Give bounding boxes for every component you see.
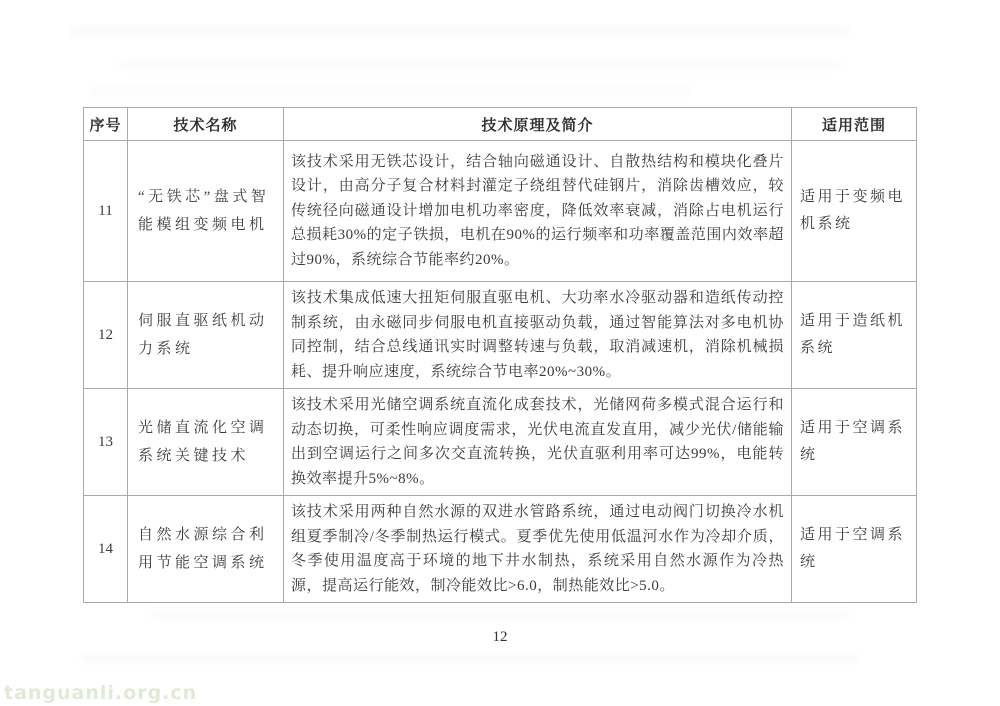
table-row — [84, 282, 917, 389]
row-serial-number: 14 — [84, 496, 128, 603]
row-applicable-scope: 适用于变频电机系统 — [792, 141, 917, 282]
table-row — [84, 141, 917, 282]
technology-table — [83, 107, 917, 603]
table-header-row — [84, 108, 917, 141]
row-serial-number: 13 — [84, 389, 128, 496]
row-applicable-scope: 适用于空调系统 — [792, 496, 917, 603]
header-serial-number: 序号 — [84, 108, 128, 141]
table-row — [84, 389, 917, 496]
row-serial-number: 12 — [84, 282, 128, 389]
row-principle-intro: 该技术集成低速大扭矩伺服直驱电机、大功率水冷驱动器和造纸传动控制系统，由永磁同步伺服电机直接驱动负载，通过智能算法对多电机协同控制，结合总线通讯实时调整转速与负载，取消减速机，消除机械损耗、提升响应速度，系统综合节电率20%~30%。 — [284, 282, 792, 389]
scan-artifact — [150, 612, 850, 618]
row-principle-intro: 该技术采用无铁芯设计，结合轴向磁通设计、自散热结构和模块化叠片设计，由高分子复合材料封灌定子绕组替代硅钢片，消除齿槽效应，较传统径向磁通设计增加电机功率密度，降低效率衰减，消除占电机运行总损耗30%的定子铁损，电机在90%的运行频率和功率覆盖范围内效率超过90%，系统综合节能率约20%。 — [284, 141, 792, 282]
row-serial-number: 11 — [84, 141, 128, 282]
header-applicable-scope: 适用范围 — [792, 108, 917, 141]
row-principle-intro: 该技术采用两种自然水源的双进水管路系统，通过电动阀门切换冷水机组夏季制冷/冬季制热运行模式。夏季优先使用低温河水作为冷却介质，冬季使用温度高于环境的地下井水制热，系统采用自然水源作为冷热源，提高运行能效，制冷能效比>6.0，制热能效比>5.0。 — [284, 496, 792, 603]
scan-artifact — [70, 28, 850, 35]
scan-artifact — [80, 655, 860, 662]
row-applicable-scope: 适用于空调系统 — [792, 389, 917, 496]
page-number: 12 — [492, 629, 508, 645]
row-technology-name: “无铁芯”盘式智能模组变频电机 — [128, 141, 284, 282]
row-principle-intro: 该技术采用光储空调系统直流化成套技术，光储网荷多模式混合运行和动态切换，可柔性响应调度需求，光伏电流直发直用，减少光伏/储能输出到空调运行之间多次交直流转换，光伏直驱利用率可达99%，电能转换效率提升5%~8%。 — [284, 389, 792, 496]
table-row — [84, 496, 917, 603]
scan-artifact — [120, 62, 840, 68]
row-technology-name: 伺服直驱纸机动力系统 — [128, 282, 284, 389]
scan-artifact — [90, 88, 690, 94]
watermark: tanguanli.org.cn — [4, 682, 198, 704]
row-applicable-scope: 适用于造纸机系统 — [792, 282, 917, 389]
header-technology-name: 技术名称 — [128, 108, 284, 141]
row-technology-name: 光储直流化空调系统关键技术 — [128, 389, 284, 496]
header-principle-intro: 技术原理及简介 — [284, 108, 792, 141]
row-technology-name: 自然水源综合利用节能空调系统 — [128, 496, 284, 603]
